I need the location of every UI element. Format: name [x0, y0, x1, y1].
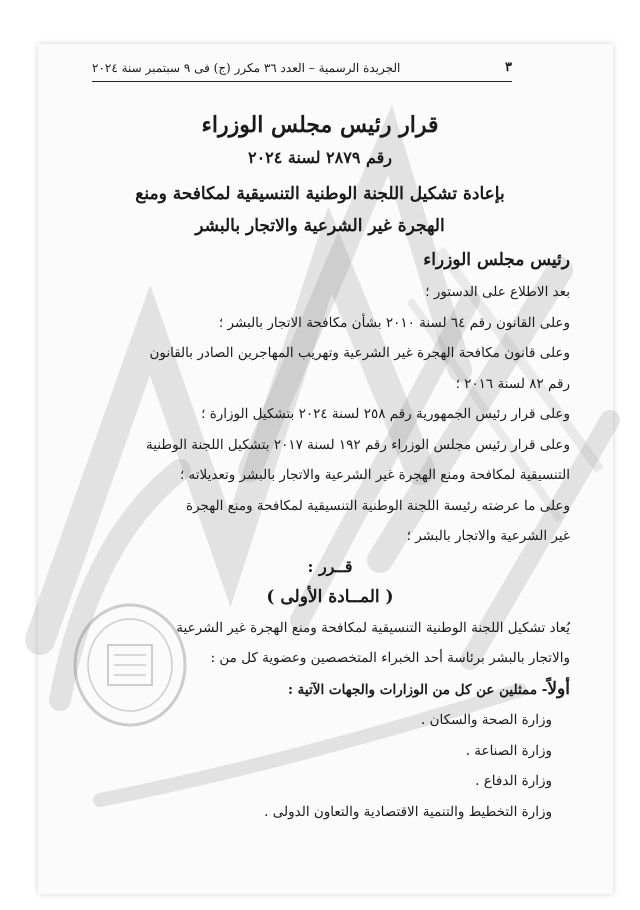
- preamble-line: وعلى قرار رئيس مجلس الوزراء رقم ١٩٢ لسنة ٢٠١٧ بتشكيل اللجنة الوطنية: [145, 436, 570, 453]
- article-title: ( المــادة الأولى ): [266, 587, 394, 607]
- body-heading: رئيس مجلس الوزراء: [423, 250, 570, 270]
- decree-subject: [120, 178, 520, 242]
- preamble-line: رقم ٨٢ لسنة ٢٠١٦ ؛: [455, 375, 570, 392]
- header-text: الجريدة الرسمية – العدد ٣٦ مكرر (ج) فى ٩ سبتمبر سنة ٢٠٢٤: [92, 60, 401, 75]
- article-line: يُعاد تشكيل اللجنة الوطنية التنسيقية لمكافحة ومنع الهجرة غير الشرعية: [176, 619, 570, 636]
- decree-title: قرار رئيس مجلس الوزراء: [201, 112, 439, 138]
- decree-number: رقم ٢٨٧٩ لسنة ٢٠٢٤: [247, 148, 393, 167]
- decided-heading: قــرر :: [307, 556, 353, 576]
- decree-body: [90, 243, 570, 827]
- subject-line: الهجرة غير الشرعية والاتجار بالبشر: [195, 216, 445, 236]
- preamble-line: غير الشرعية والاتجار بالبشر ؛: [406, 528, 570, 544]
- preamble-line: وعلى قرار رئيس الجمهورية رقم ٢٥٨ لسنة ٢٠٢٤ بتشكيل الوزارة ؛: [201, 406, 570, 422]
- preamble-line: وعلى ما عرضته رئيسة اللجنة الوطنية التنسيقية لمكافحة ومنع الهجرة: [186, 497, 570, 514]
- preamble-line: وعلى قانون مكافحة الهجرة غير الشرعية وتهريب المهاجرين الصادر بالقانون: [149, 345, 570, 361]
- ministry-item: وزارة الصحة والسكان .: [421, 712, 552, 728]
- gazette-header: [92, 60, 512, 82]
- preamble-line: التنسيقية لمكافحة ومنع الهجرة غير الشرعية والاتجار بالبشر وتعديلاته ؛: [179, 467, 570, 483]
- ministry-item: وزارة الدفاع .: [475, 773, 552, 789]
- ministry-item: وزارة الصناعة .: [465, 742, 552, 759]
- first-item-text: - ممثلين عن كل من الوزارات والجهات الآتية :: [288, 681, 548, 698]
- subject-line: بإعادة تشكيل اللجنة الوطنية التنسيقية لمكافحة ومنع: [135, 184, 505, 204]
- first-item: [90, 674, 570, 706]
- preamble-line: وعلى القانون رقم ٦٤ لسنة ٢٠١٠ بشأن مكافحة الاتجار بالبشر ؛: [218, 314, 570, 331]
- first-item-lead: أولاً: [547, 678, 570, 699]
- ministry-item: وزارة التخطيط والتنمية الاقتصادية والتعاون الدولى .: [264, 803, 552, 820]
- page-number: ٣: [505, 60, 512, 75]
- preamble-line: بعد الاطلاع على الدستور ؛: [425, 284, 570, 300]
- article-line: والاتجار بالبشر برئاسة أحد الخبراء المتخصصين وعضوية كل من :: [210, 650, 570, 666]
